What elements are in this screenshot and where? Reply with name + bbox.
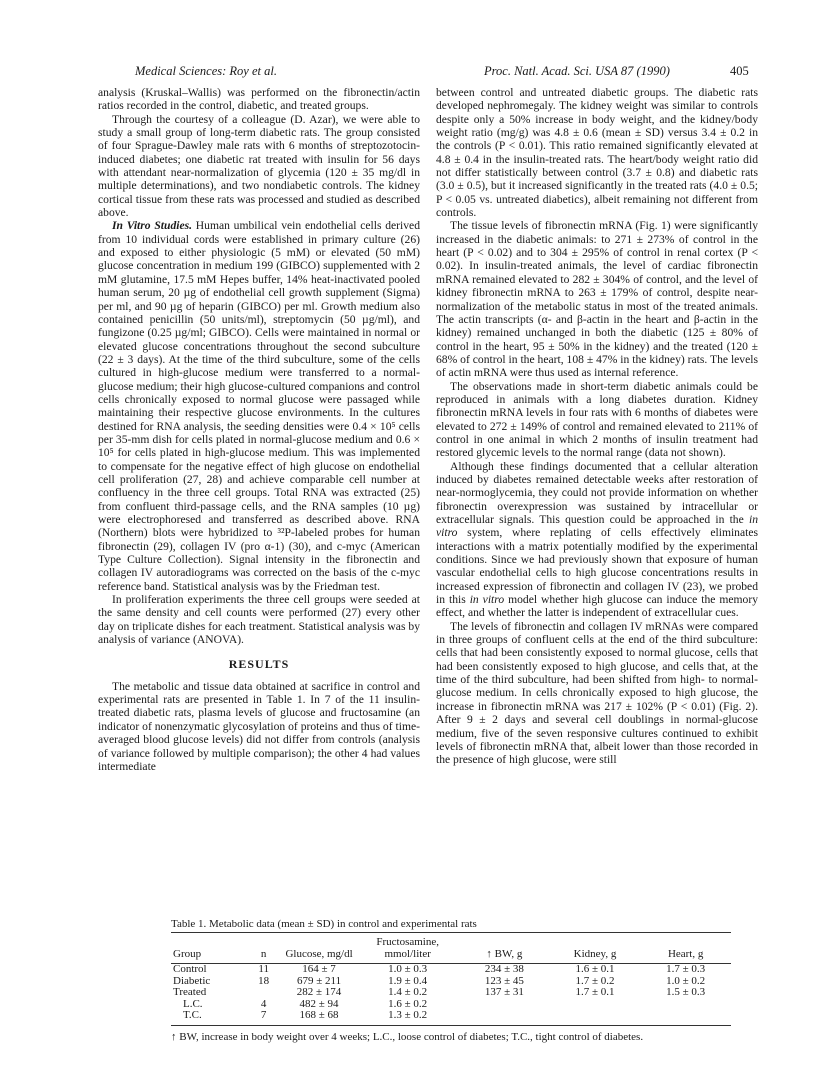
cell-n: 4: [260, 997, 267, 1010]
text-run: system, where replating of cells effectively eliminates interactions with a matrix potentially modified by the experimental conditions. Since we had previously shown that exposure of human vascular endothelial cells to high glucose concentrations results in increased expression of fibronectin and collagen IV (23), we probed in this: [436, 526, 758, 607]
column-header: Kidney, g: [550, 933, 641, 964]
cell-bw: 137 ± 31: [484, 986, 524, 999]
cell-n: 18: [258, 974, 270, 987]
cell-fructosamine: 1.3 ± 0.2: [356, 1010, 459, 1025]
table-row: [171, 987, 731, 999]
table-label: Table 1.: [171, 918, 207, 930]
page-number: 405: [730, 64, 749, 78]
cell-glucose: 164 ± 7: [302, 963, 336, 975]
cell-fructosamine: 1.6 ± 0.2: [388, 997, 428, 1010]
paragraph-three-groups: The levels of fibronectin and collagen IV mRNAs were compared in three groups of confluent cells at the end of the third subculture: cells that had been consistently exposed to normal glucose, cells that had been consistently exposed to high glucose, and cells that, at the time of the third subculture, had been shifted from high- to normal-glucose medium. In cells chronically exposed to high glucose, the increase in fibronectin mRNA was 217 ± 102% (P < 0.01) (Fig. 2). After 9 ± 2 days and several cell doublings in normal-glucose medium, five of the seven responsive cultures continued to exhibit levels of fibronectin mRNA that, albeit lower than those recorded in the presence of high glucose, were still: [436, 619, 758, 767]
cell-glucose: 168 ± 68: [282, 1010, 357, 1025]
paragraph-long-term-diabetic: Through the courtesy of a colleague (D. Azar), we were able to study a small group of long-term diabetic rats. The group consisted of four Sprague-Dawley male rats with 6 months of streptozotocin-induced diabetes; one diabetic rat treated with insulin for 56 days with attendant near-normalization of glycemia (120 ± 35 mg/dl in multiple determinations), and two nondiabetic controls. The kidney cortical tissue from these rats was processed and studied as described above.: [98, 112, 420, 220]
left-column: [98, 86, 420, 773]
section-heading-results: RESULTS: [228, 657, 290, 672]
cell-bw: 123 ± 45: [484, 974, 524, 987]
cell-n: 7: [246, 1010, 282, 1025]
table-row: [171, 976, 731, 988]
paragraph-proliferation: In proliferation experiments the three cell groups were seeded at the same density and cell counts were performed (27) every other day on triplicate dishes for each treatment. Statistical analysis was by analysis of variance (ANOVA).: [98, 593, 420, 647]
table-row: [171, 999, 731, 1011]
run-in-heading-in-vitro: In Vitro Studies.: [112, 219, 193, 233]
column-header: ↑ BW, g: [459, 933, 550, 964]
cell-kidney: [550, 1010, 641, 1025]
italic-in-vitro: in vitro: [469, 593, 505, 607]
table-header-row: [171, 933, 731, 964]
table-title-text: Metabolic data (mean ± SD) in control and experimental rats: [206, 918, 477, 930]
italic-in-vitro: in vitro: [436, 513, 758, 540]
table-row: [171, 1010, 731, 1025]
cell-fructosamine: 1.0 ± 0.3: [388, 963, 428, 975]
column-header: Group: [171, 933, 246, 964]
paragraph-results-intro: The metabolic and tissue data obtained at sacrifice in control and experimental rats are presented in Table 1. In 7 of the 11 insulin-treated diabetic rats, plasma levels of glucose and fructosamine (an indicator of nonenzymatic glycosylation of proteins and thus of time-averaged blood glucose levels) did not differ from controls (analysis of variance followed by multiple comparison); the other 4 had values intermediate: [98, 679, 420, 773]
cell-bw: [459, 999, 550, 1011]
column-header-text: Fructosamine, mmol/liter: [376, 936, 439, 960]
cell-kidney: [550, 999, 641, 1011]
column-header-text: Glucose, mg/dl: [285, 948, 353, 960]
cell-bw: 234 ± 38: [484, 963, 524, 975]
table-caption: [171, 918, 731, 930]
column-header: [282, 933, 357, 964]
column-header: n: [246, 933, 282, 964]
cell-heart: [640, 999, 731, 1011]
paragraph-long-duration: The observations made in short-term diabetic animals could be reproduced in animals with a long diabetes duration. Kidney fibronectin mRNA levels in four rats with 6 months of diabetes were elevated to 272 ± 149% of control and remained elevated to 211% of control in one animal in which 2 months of insulin treatment had restored glycemic levels to the normal range (data not shown).: [436, 379, 758, 460]
cell-heart: 1.7 ± 0.3: [666, 963, 706, 975]
paragraph-nephromegaly: between control and untreated diabetic groups. The diabetic rats developed nephromegaly. The kidney weight was similar to controls despite only a 50% increase in body weight, and the kidney/body weight ratio (mg/g) was 4.8 ± 0.6 (mean ± SD) versus 3.4 ± 0.2 in the controls (P < 0.01). This ratio remained significantly elevated at 4.8 ± 0.4 in the insulin-treated rats. The heart/body weight ratio did not differ statistically between control (3.7 ± 0.8) and diabetic rats (3.0 ± 0.5), but it increased significantly in the treated rats (4.0 ± 0.5; P < 0.05 vs. untreated diabetics), albeit remaining not different from controls.: [436, 86, 758, 220]
paragraph-in-vitro-text: Human umbilical vein endothelial cells derived from 10 individual cords were established in primary culture (26) and exposed to either physiologic (5 mM) or elevated (50 mM) glucose concentration in medium 199 (GIBCO) supplemented with 2 mM glutamine, 17.5 mM Hepes buffer, 14% heat-inactivated pooled human serum, 20 µg of endothelial cell growth supplement (Sigma) per ml, and 90 µg of heparin (GIBCO) per ml. Growth medium also contained penicillin (50 units/ml), streptomycin (50 µg/ml), and fungizone (0.25 µg/ml; GIBCO). Cells were maintained in normal or elevated glucose concentrations throughout the second subculture (22 ± 3 days). At the time of the third subculture, some of the cells cultured in high-glucose medium were transferred to a normal-glucose medium; their high glucose-cultured companions and control cells chronically exposed to normal glucose were passaged while maintaining their respective glucose environments. In the cultures destined for RNA analysis, the seeding densities were 0.4 × 10⁵ cells per 35-mm dish for cells plated in normal-glucose medium and 0.6 × 10⁵ for cells plated in high-glucose medium. This was implemented to compensate for the negative effect of high glucose on endothelial cell proliferation (27, 28) and achieve comparable cell number at confluency in the three cell groups. Total RNA was extracted (25) from confluent third-passage cells, and the RNA samples (10 µg) were electrophoresed and transferred as described above. RNA (Northern) blots were hybridized to ³²P-labeled probes for human fibronectin (29), collagen IV (pro α-1) (30), and c-myc (American Type Culture Collection). Signal intensity in the fibronectin and collagen IV autoradiograms was corrected on the basis of the c-myc reference band. Statistical analysis was by the Friedman test.: [98, 219, 421, 593]
cell-n: 11: [258, 963, 269, 975]
cell-group: Diabetic: [173, 974, 211, 987]
text-run: model whether high glucose can induce the memory effect, and whether the latter is independent of extracellular cues.: [436, 593, 758, 620]
cell-kidney: 1.6 ± 0.1: [575, 963, 615, 975]
text-run: Although these findings documented that a cellular alteration induced by diabetes remained detectable weeks after restoration of near-normoglycemia, they could not provide information on whether fibronectin overexpression was sustained by intracellular or extracellular signals. This question could be approached in the: [436, 459, 758, 526]
cell-group: Treated: [173, 986, 207, 999]
cell-group: T.C.: [171, 1010, 246, 1025]
paragraph-in-vitro: [98, 219, 420, 593]
cell-kidney: 1.7 ± 0.2: [575, 974, 615, 987]
cell-heart: [640, 1010, 731, 1025]
paragraph-memory-effect: [436, 460, 758, 620]
column-header: [356, 933, 459, 964]
running-header-left: Medical Sciences: Roy et al.: [135, 64, 277, 78]
paragraph-statistics: analysis (Kruskal–Wallis) was performed on the fibronectin/actin ratios recorded in the control, diabetic, and treated groups.: [98, 86, 420, 113]
cell-glucose: 679 ± 211: [296, 974, 342, 987]
table-footnote: ↑ BW, increase in body weight over 4 weeks; L.C., loose control of diabetes; T.C., tight control of diabetes.: [171, 1030, 644, 1043]
cell-fructosamine: 1.4 ± 0.2: [388, 986, 428, 999]
paragraph-fibronectin-mrna: The tissue levels of fibronectin mRNA (Fig. 1) were significantly increased in the diabetic animals: to 271 ± 273% of control in the heart (P < 0.02) and to 304 ± 295% of control in renal cortex (P < 0.02). In insulin-treated animals, the level of cardiac fibronectin mRNA remained elevated to 282 ± 304% of control, and the level of kidney fibronectin mRNA to 263 ± 179% of control, despite near-normalization of the metabolic status in most of the treated animals. The actin transcripts (α- and β-actin in the heart and β-actin in the kidney) remained unchanged in both the diabetic (125 ± 80% of control in the heart, 95 ± 50% in the kidney) and the treated (120 ± 68% of control in the heart, 108 ± 47% in the kidney) rats. The levels of actin mRNA were thus used as internal reference.: [436, 219, 758, 380]
table-row: [171, 964, 731, 976]
cell-bw: [459, 1010, 550, 1025]
cell-fructosamine: 1.9 ± 0.4: [388, 974, 428, 987]
metabolic-data-table: [171, 932, 731, 1026]
right-column: [436, 86, 758, 767]
cell-heart: 1.0 ± 0.2: [666, 974, 706, 987]
cell-group: L.C.: [183, 997, 203, 1010]
cell-kidney: 1.7 ± 0.1: [575, 986, 615, 999]
cell-glucose: 282 ± 174: [296, 986, 342, 999]
running-header-journal: Proc. Natl. Acad. Sci. USA 87 (1990): [484, 64, 670, 78]
table-1: [171, 918, 731, 1044]
column-header: Heart, g: [640, 933, 731, 964]
cell-group: Control: [173, 963, 207, 975]
cell-glucose: 482 ± 94: [299, 997, 339, 1010]
cell-heart: 1.5 ± 0.3: [666, 986, 706, 999]
